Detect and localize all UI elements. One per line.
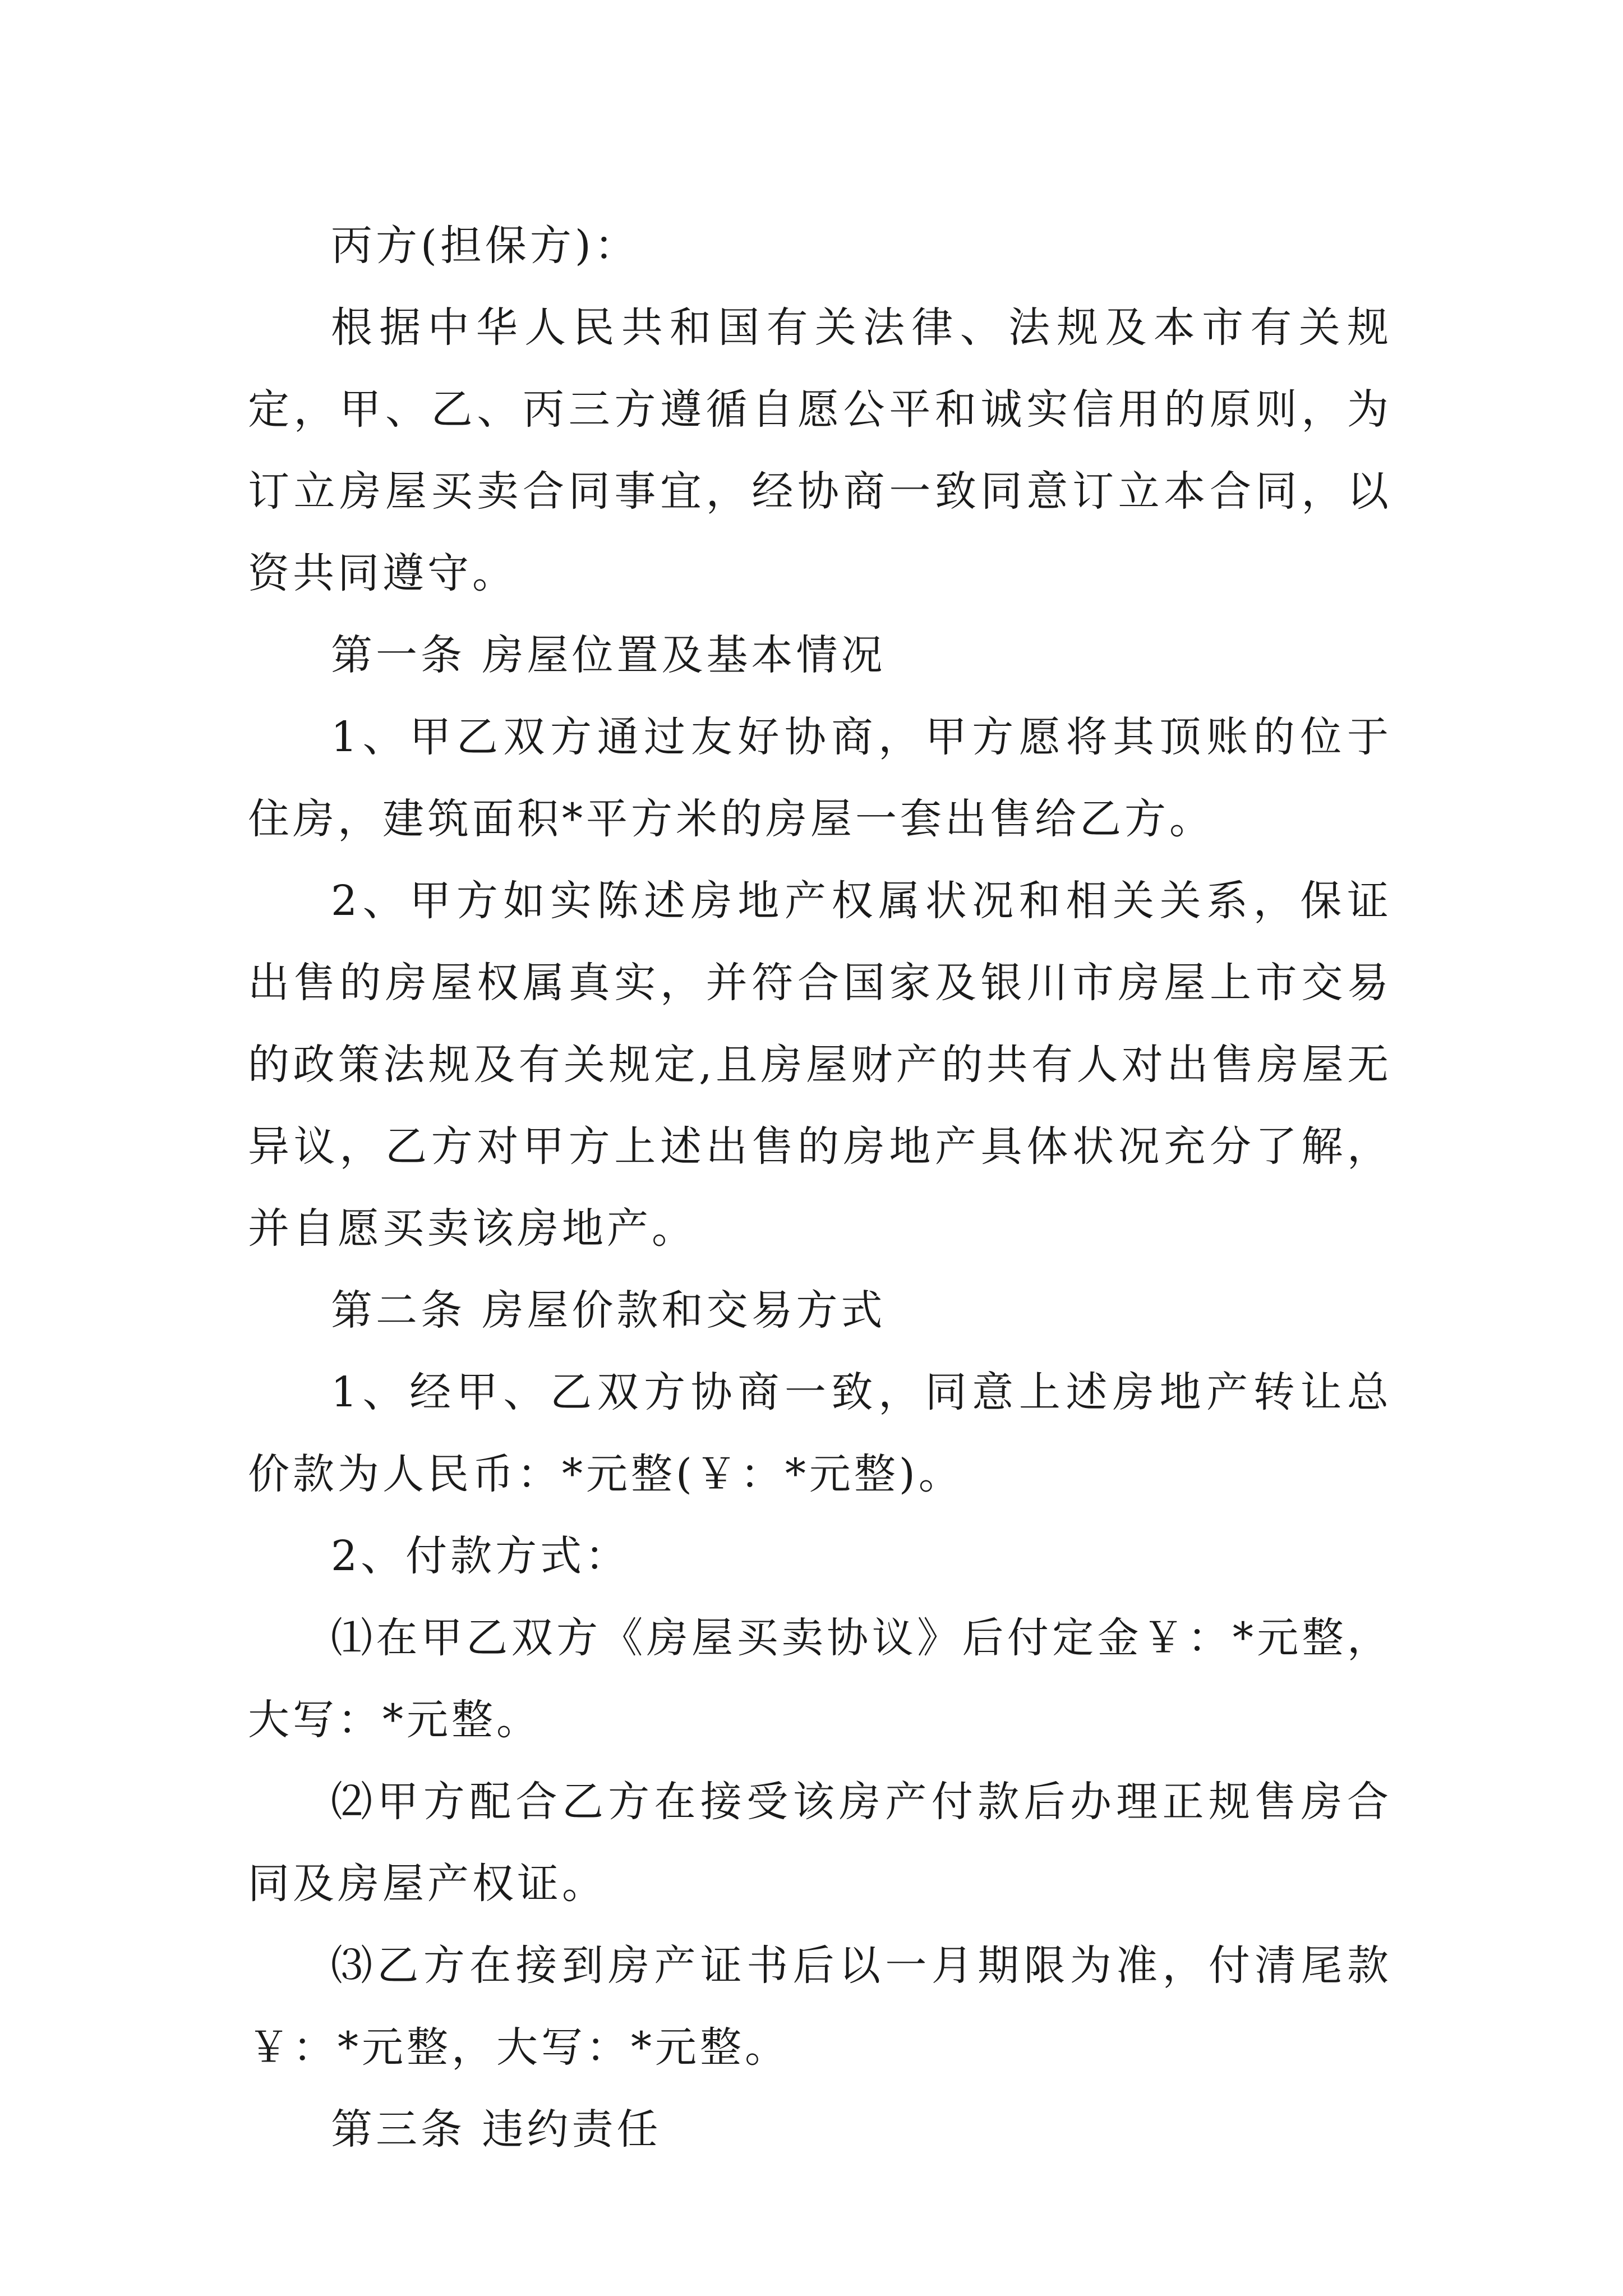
article-1-clause-1: 1、甲乙双方通过友好协商，甲方愿将其顶账的位于住房，建筑面积*平方米的房屋一套出售给乙方。	[248, 713, 1392, 843]
article-1-clause-2: 2、甲方如实陈述房地产权属状况和相关关系，保证出售的房屋权属真实，并符合国家及银川市房屋上市交易的政策法规及有关规定,且房屋财产的共有人对出售房屋无异议，乙方对甲方上述出售的房地产具体状况充分了解，并自愿买卖该房地产。	[248, 877, 1392, 1253]
party-c-line: 丙方(担保方)：	[331, 222, 639, 270]
payment-item-2: ⑵甲方配合乙方在接受该房产付款后办理正规售房合同及房屋产权证。	[248, 1778, 1392, 1908]
document-body	[248, 205, 1392, 2170]
payment-item-3: ⑶乙方在接到房产证书后以一月期限为准，付清尾款￥：*元整，大写：*元整。	[248, 1941, 1392, 2072]
article-2-clause-1: 1、经甲、乙双方协商一致，同意上述房地产转让总价款为人民币：*元整(￥：*元整)。	[248, 1368, 1392, 1498]
article-2-clause-2: 2、付款方式：	[331, 1532, 630, 1580]
article-3-heading: 第三条 违约责任	[331, 2105, 662, 2154]
payment-item-1: ⑴在甲乙双方《房屋买卖协议》后付定金￥：*元整，大写：*元整。	[248, 1614, 1392, 1744]
preamble-paragraph: 根据中华人民共和国有关法律、法规及本市有关规定，甲、乙、丙三方遵循自愿公平和诚实信用的原则，为订立房屋买卖合同事宜，经协商一致同意订立本合同，以资共同遵守。	[248, 303, 1392, 597]
article-2-heading: 第二条 房屋价款和交易方式	[331, 1286, 886, 1335]
article-1-heading: 第一条 房屋位置及基本情况	[331, 631, 886, 679]
